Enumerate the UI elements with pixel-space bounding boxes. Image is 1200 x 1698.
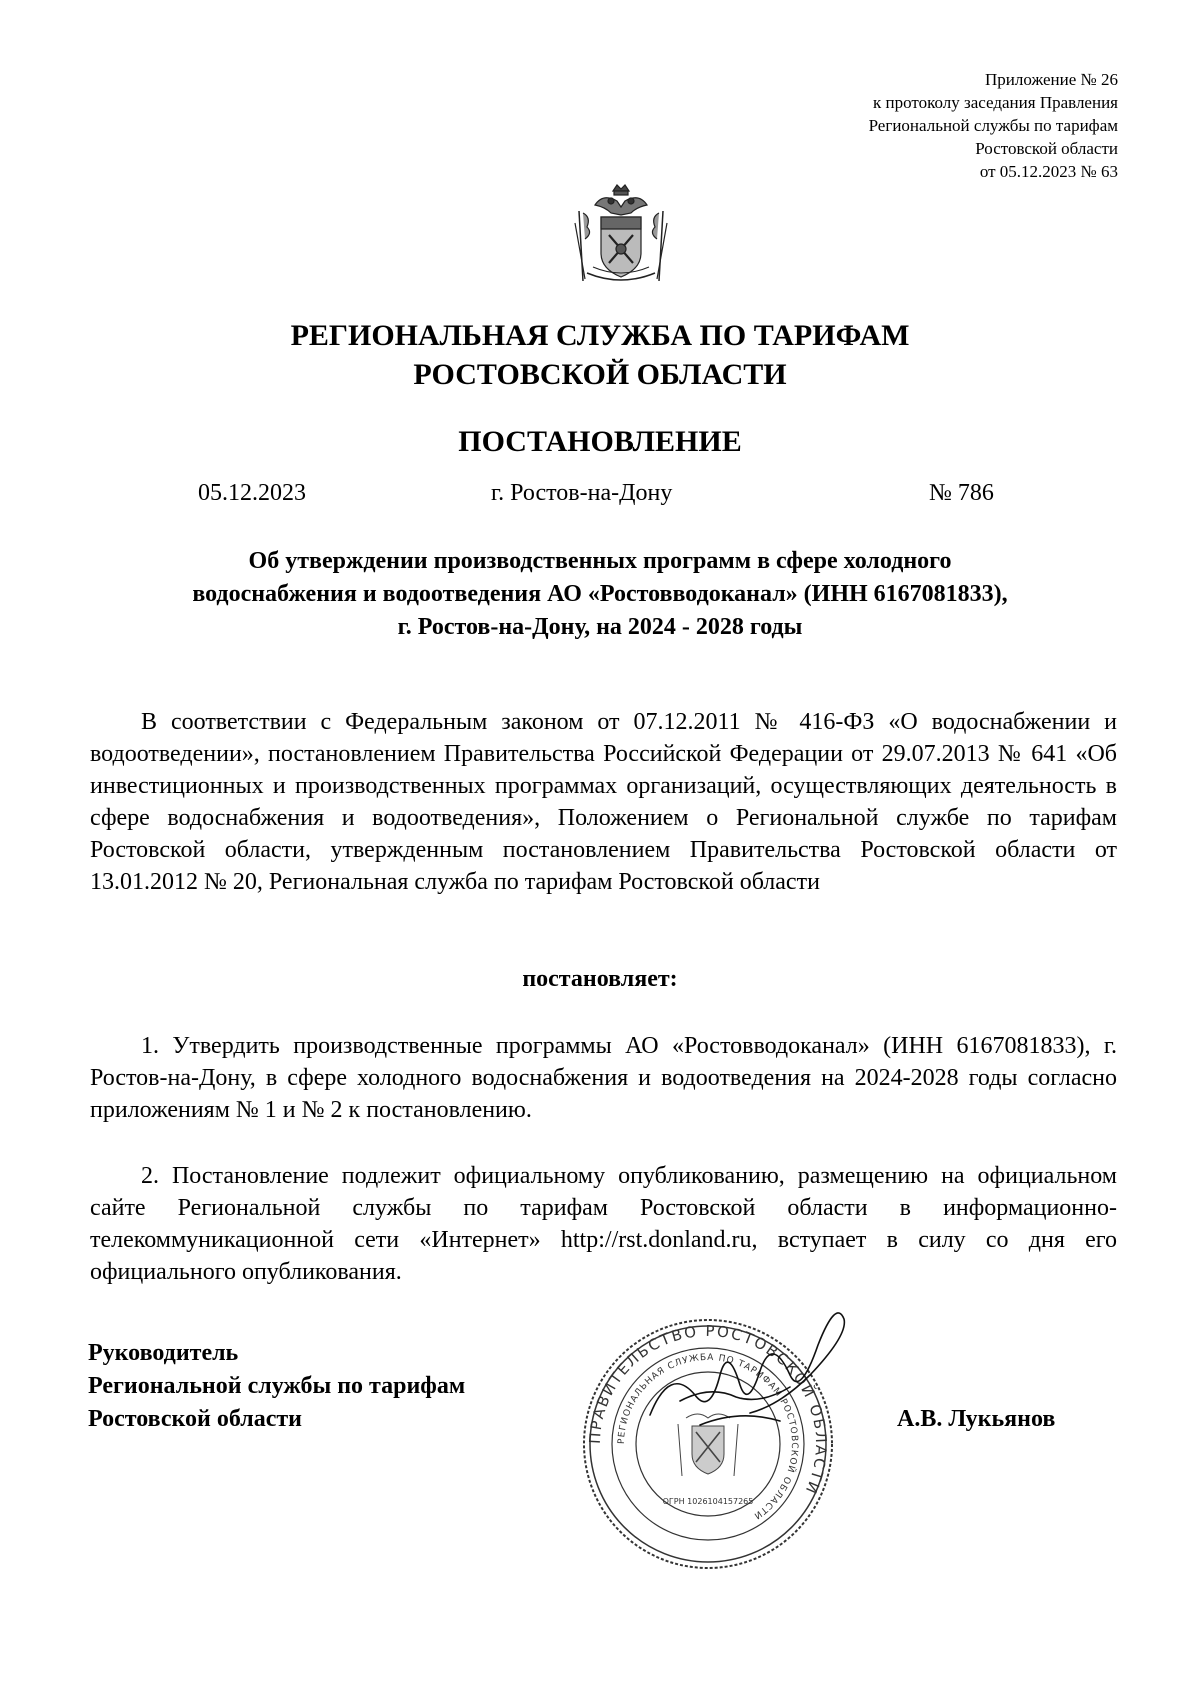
signatory-title-line: Региональной службы по тарифам [88, 1373, 466, 1399]
decree-word: постановляет: [522, 966, 678, 992]
document-number: № 786 [929, 480, 994, 506]
document-date: 05.12.2023 [198, 480, 306, 506]
preamble-paragraph: В соответствии с Федеральным законом от 07.12.2011 № 416-ФЗ «О водоснабжении и водоотведении», постановлением Правительства Российской Федерации от 29.07.2013 № 641 «Об инвестиционных и производственных программах организаций, осуществляющих деятельность в сфере водоснабжения и водоотведения», Положением о Региональной службе по тарифам Ростовской области, утвержденным постановлением Правительства Ростовской области от 13.01.2012 № 20, Региональная служба по тарифам Ростовской области [90, 709, 1117, 895]
organization-line: РЕГИОНАЛЬНАЯ СЛУЖБА ПО ТАРИФАМ [290, 319, 910, 352]
subject-line: г. Ростов-на-Дону, на 2024 - 2028 годы [397, 614, 803, 640]
clause-2: 2. Постановление подлежит официальному опубликованию, размещению на официальном сайте Региональной службы по тарифам Ростовской области в информационно-телекоммуникационной сети «Интернет» http://rst.donland.ru, вступает в силу со дня его официального опубликования. [90, 1163, 1117, 1285]
signatory-title [88, 1337, 465, 1436]
signatory-title-line: Ростовской области [88, 1406, 302, 1432]
annex-line: от 05.12.2023 № 63 [979, 162, 1118, 181]
document-subject [0, 545, 1200, 644]
document-place: г. Ростов-на-Дону [491, 480, 673, 506]
seal-outer-text: ПРАВИТЕЛЬСТВО РОСТОВСКОЙ ОБЛАСТИ [585, 1321, 831, 1498]
organization-line: РОСТОВСКОЙ ОБЛАСТИ [413, 358, 787, 391]
seal-ogrn: ОГРН 1026104157265 [662, 1497, 754, 1506]
organization-name [0, 316, 1200, 394]
annex-line: к протоколу заседания Правления [873, 93, 1118, 112]
seal-inner-text: РЕГИОНАЛЬНАЯ СЛУЖБА ПО ТАРИФАМ РОСТОВСКОЙ ОБЛАСТИ [616, 1352, 800, 1521]
signatory-title-line: Руководитель [88, 1340, 239, 1366]
annex-line: Приложение № 26 [985, 70, 1118, 89]
document-type: ПОСТАНОВЛЕНИЕ [458, 425, 742, 458]
handwritten-signature-icon [640, 1305, 850, 1455]
annex-reference [869, 68, 1118, 183]
annex-line: Ростовской области [975, 139, 1118, 158]
annex-line: Региональной службы по тарифам [868, 116, 1118, 135]
subject-line: водоснабжения и водоотведения АО «Ростовводоканал» (ИНН 6167081833), [192, 581, 1008, 607]
clause-1: 1. Утвердить производственные программы АО «Ростовводоканал» (ИНН 6167081833), г. Ростов-на-Дону, в сфере холодного водоснабжения и водоотведения на 2024-2028 годы согласно приложениям № 1 и № 2 к постановлению. [90, 1033, 1117, 1123]
coat-of-arms-icon [573, 183, 669, 286]
signatory-name: А.В. Лукьянов [897, 1406, 1056, 1432]
subject-line: Об утверждении производственных программ в сфере холодного [248, 548, 952, 574]
